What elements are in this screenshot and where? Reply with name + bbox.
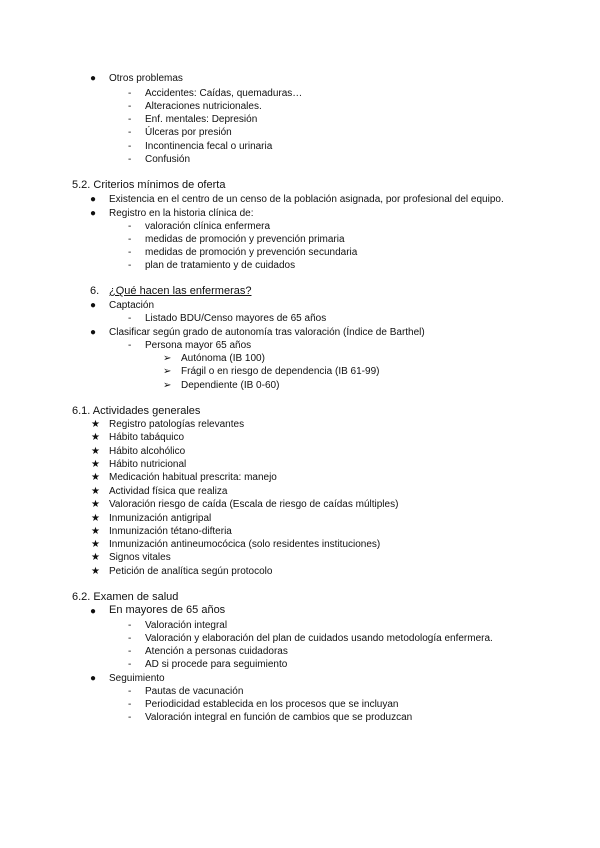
star-icon: ★: [91, 526, 100, 537]
list-item: Incontinencia fecal o urinaria: [145, 141, 273, 152]
star-icon: ★: [91, 513, 100, 524]
list-item: Seguimiento: [109, 673, 165, 684]
star-icon: ★: [91, 499, 100, 510]
list-item: Valoración integral en función de cambios que se produzcan: [145, 712, 413, 723]
list-item: Pautas de vacunación: [145, 686, 244, 697]
dash: -: [128, 313, 132, 324]
dash: -: [128, 234, 132, 245]
list-item: Registro patologías relevantes: [109, 419, 245, 430]
star-icon: ★: [91, 472, 100, 483]
bullet-dot: ●: [90, 208, 97, 219]
list-item: Inmunización tétano-difteria: [109, 526, 232, 537]
list-item: Frágil o en riesgo de dependencia (IB 61-99): [181, 366, 380, 377]
list-item: Hábito alcohólico: [109, 446, 186, 457]
dash: -: [128, 646, 132, 657]
dash: -: [128, 340, 132, 351]
bullet-dot: ●: [90, 194, 97, 205]
list-item: Medicación habitual prescrita: manejo: [109, 472, 277, 483]
list-item: Atención a personas cuidadoras: [145, 646, 288, 657]
arrow-icon: ➢: [163, 366, 172, 377]
list-item: Periodicidad establecida en los procesos que se incluyan: [145, 699, 399, 710]
dash: -: [128, 221, 132, 232]
list-item: Actividad física que realiza: [109, 486, 228, 497]
star-icon: ★: [91, 419, 100, 430]
list-item: medidas de promoción y prevención secundaria: [145, 247, 358, 258]
dash: -: [128, 699, 132, 710]
list-item: Existencia en el centro de un censo de la población asignada, por profesional del equipo.: [109, 194, 504, 205]
dash: -: [128, 154, 132, 165]
list-item: Clasificar según grado de autonomía tras valoración (Índice de Barthel): [109, 327, 425, 338]
list-item: Captación: [109, 300, 155, 311]
otros-title: Otros problemas: [109, 73, 183, 84]
list-item: Enf. mentales: Depresión: [145, 114, 258, 125]
dash: -: [128, 620, 132, 631]
list-item: Úlceras por presión: [145, 127, 232, 138]
star-icon: ★: [91, 486, 100, 497]
list-item: valoración clínica enfermera: [145, 221, 271, 232]
star-icon: ★: [91, 459, 100, 470]
list-item: Confusión: [145, 154, 191, 165]
star-icon: ★: [91, 566, 100, 577]
dash: -: [128, 127, 132, 138]
list-item: AD si procede para seguimiento: [145, 659, 288, 670]
list-item: Persona mayor 65 años: [145, 340, 252, 351]
list-item: Hábito tabáquico: [109, 432, 185, 443]
bullet-dot: ●: [90, 300, 97, 311]
arrow-icon: ➢: [163, 353, 172, 364]
list-item: Alteraciones nutricionales.: [145, 101, 262, 112]
list-item: Accidentes: Caídas, quemaduras…: [145, 88, 303, 99]
star-icon: ★: [91, 446, 100, 457]
dash: -: [128, 88, 132, 99]
list-item: Petición de analítica según protocolo: [109, 566, 273, 577]
star-icon: ★: [91, 432, 100, 443]
dash: -: [128, 659, 132, 670]
list-item: Valoración integral: [145, 620, 228, 631]
dash: -: [128, 141, 132, 152]
section-heading-6-1: 6.1. Actividades generales: [72, 405, 201, 417]
list-item: plan de tratamiento y de cuidados: [145, 260, 296, 271]
list-item: Hábito nutricional: [109, 459, 187, 470]
dash: -: [128, 101, 132, 112]
star-icon: ★: [91, 552, 100, 563]
section-heading-6-2: 6.2. Examen de salud: [72, 591, 179, 603]
list-item: Valoración riesgo de caída (Escala de riesgo de caídas múltiples): [109, 499, 399, 510]
section-number-6: 6.: [90, 285, 100, 297]
dash: -: [128, 633, 132, 644]
bullet-dot: ●: [90, 606, 97, 617]
list-item: En mayores de 65 años: [109, 604, 226, 616]
dash: -: [128, 260, 132, 271]
list-item: Inmunización antigripal: [109, 513, 212, 524]
arrow-icon: ➢: [163, 380, 172, 391]
section-heading-6: ¿Qué hacen las enfermeras?: [109, 285, 252, 297]
list-item: Valoración y elaboración del plan de cuidados usando metodología enfermera.: [145, 633, 493, 644]
list-item: Autónoma (IB 100): [181, 353, 265, 364]
dash: -: [128, 712, 132, 723]
bullet-dot: ●: [90, 327, 97, 338]
dash: -: [128, 686, 132, 697]
list-item: medidas de promoción y prevención primaria: [145, 234, 345, 245]
bullet-dot: ●: [90, 673, 97, 684]
bullet-dot: ●: [90, 73, 97, 84]
dash: -: [128, 247, 132, 258]
section-heading-5-2: 5.2. Criterios mínimos de oferta: [72, 179, 226, 191]
star-icon: ★: [91, 539, 100, 550]
dash: -: [128, 114, 132, 125]
list-item: Signos vitales: [109, 552, 171, 563]
list-item: Registro en la historia clínica de:: [109, 208, 254, 219]
list-item: Inmunización antineumocócica (solo residentes instituciones): [109, 539, 381, 550]
list-item: Listado BDU/Censo mayores de 65 años: [145, 313, 327, 324]
list-item: Dependiente (IB 0-60): [181, 380, 280, 391]
